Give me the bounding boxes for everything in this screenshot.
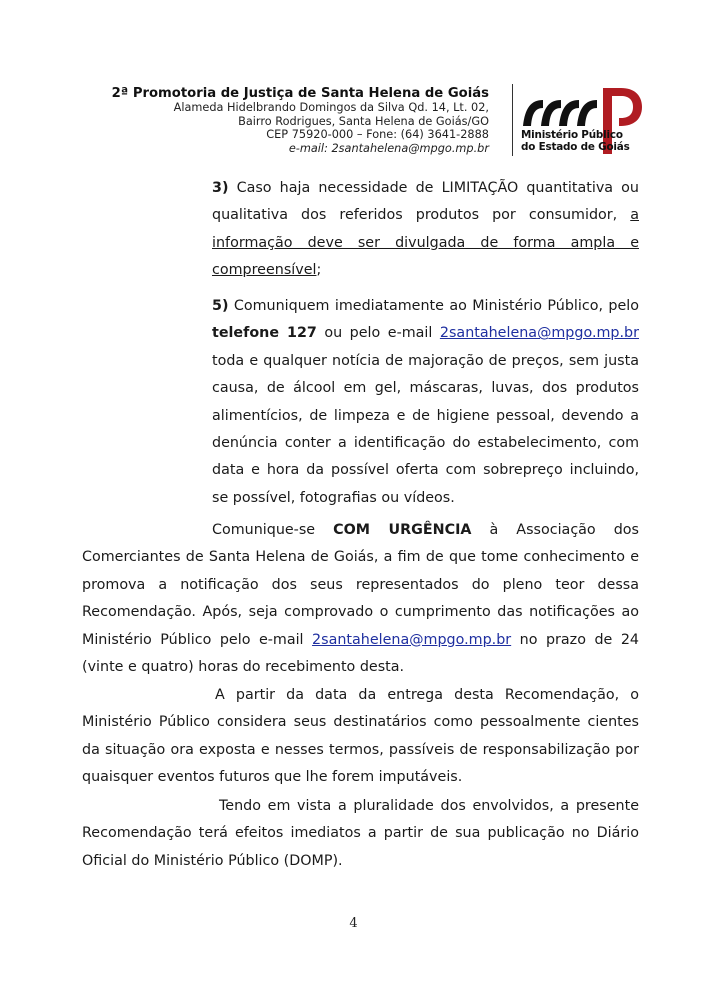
email-link[interactable]: 2santahelena@mpgo.mp.br: [312, 631, 512, 648]
page-number: 4: [349, 916, 358, 931]
email-line: e-mail: 2santahelena@mpgo.mp.br: [288, 141, 489, 155]
header-divider: [512, 84, 513, 156]
logo-caption: [521, 130, 630, 153]
urgency-text: COM URGÊNCIA: [333, 522, 472, 538]
paragraph-text: à Associação dos Comerciantes de Santa Helena de Goiás, a fim de que tome conhecimento e promova a notificação dos seus representados do pleno teor dessa Recomendação. Após, seja comprovado o cumprimento das notificações ao Ministério Público pelo e-mail: [82, 522, 639, 648]
paragraph-item-5: [212, 293, 639, 512]
paragraph-text: Comuniquem imediatamente ao Ministério Público, pelo: [228, 298, 639, 314]
paragraph-text: Comunique-se: [212, 522, 334, 538]
item-number: 5): [212, 298, 229, 314]
paragraph-text: A partir da data da entrega desta Recomendação, o Ministério Público considera seus destinatários como pessoalmente cientes da situação ora exposta e nesses termos, passíveis de responsabilização por quaisquer eventos futuros que lhe forem imputáveis.: [82, 687, 639, 786]
address-line: Bairro Rodrigues, Santa Helena de Goiás/GO: [238, 114, 489, 128]
paragraph-text: toda e qualquer notícia de majoração de preços, sem justa causa, de álcool em gel, máscaras, luvas, dos produtos alimentícios, de limpeza e de higiene pessoal, devendo a denúncia conter a identificação do estabelecimento, com data e hora da possível oferta com sobrepreço incluindo, se possível, fotografias ou vídeos.: [212, 352, 639, 506]
logo-caption-line: do Estado de Goiás: [521, 140, 630, 153]
paragraph-text: ;: [316, 262, 322, 279]
item-number: 3): [212, 180, 229, 196]
paragraph-delivery: [82, 682, 639, 792]
paragraph-item-3: [212, 175, 639, 285]
letterhead-text: [89, 86, 489, 155]
paragraph-communication: [82, 517, 639, 681]
paragraph-text: Caso haja necessidade de LIMITAÇÃO quantitativa ou qualitativa dos referidos produtos por consumidor,: [212, 180, 639, 224]
office-title: 2ª Promotoria de Justiça de Santa Helena de Goiás: [111, 86, 489, 101]
paragraph-text: ou pelo e-mail: [316, 325, 440, 342]
address-line: Alameda Hidelbrando Domingos da Silva Qd. 14, Lt. 02,: [173, 101, 489, 114]
paragraph-text: no prazo de 24 (vinte e quatro) horas do recebimento desta.: [82, 631, 640, 676]
letterhead: [0, 80, 707, 160]
paragraph-text: Tendo em vista a pluralidade dos envolvidos, a presente Recomendação terá efeitos imediatos a partir de sua publicação no Diário Oficial do Ministério Público (DOMP).: [82, 798, 639, 869]
underlined-text: a informação deve ser divulgada de forma ampla e compreensível: [212, 207, 639, 279]
logo-caption-line: Ministério Público: [521, 129, 623, 141]
paragraph-effects: [82, 793, 639, 875]
phone-number: telefone 127: [212, 325, 317, 342]
address-line: CEP 75920-000 – Fone: (64) 3641-2888: [266, 128, 489, 142]
email-link[interactable]: 2santahelena@mpgo.mp.br: [439, 325, 639, 342]
